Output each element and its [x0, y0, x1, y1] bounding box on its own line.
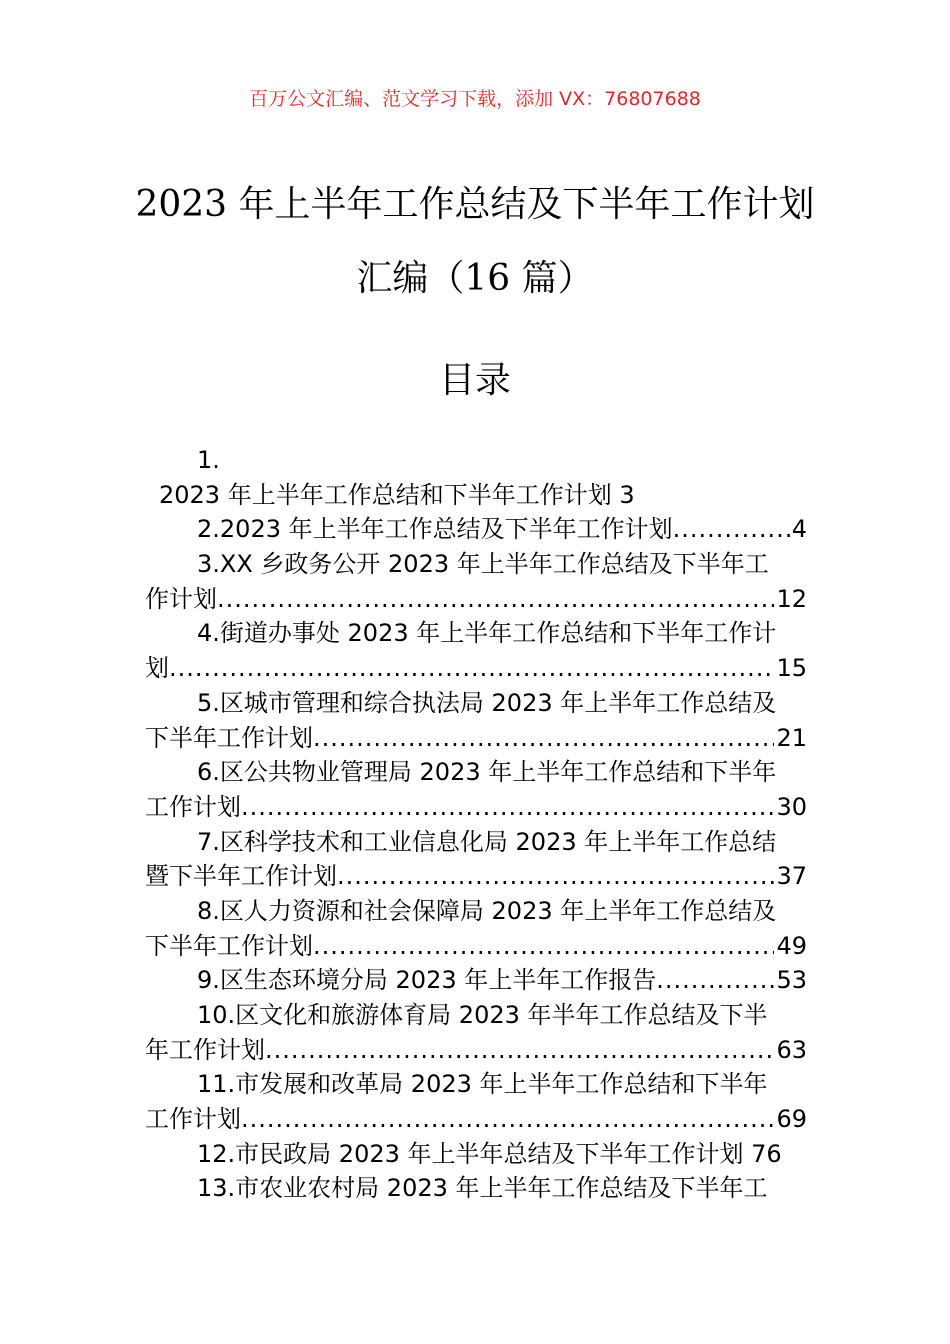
dot-leader	[673, 512, 790, 547]
page-number: 69	[776, 1105, 807, 1134]
watermark-note: 百万公文汇编、范文学习下载，添加 VX：76807688	[249, 88, 701, 110]
toc-entry-1-title[interactable]: 2023 年上半年工作总结和下半年工作计划 3	[159, 480, 635, 509]
page-number: 49	[776, 931, 807, 960]
toc-entry-1-number[interactable]: 1.	[197, 446, 220, 474]
table-of-contents	[145, 443, 807, 1206]
dot-leader	[169, 651, 774, 686]
document-title-line2: 汇编（16 篇）	[356, 258, 594, 299]
dot-leader	[337, 859, 774, 894]
dot-leader	[656, 963, 774, 998]
document-title-line1: 2023 年上半年工作总结及下半年工作计划	[135, 184, 815, 225]
toc-entry-10[interactable]: 10.区文化和旅游体育局 2023 年半年工作总结及下半	[197, 1001, 768, 1029]
page-number: 4	[791, 515, 807, 544]
toc-heading: 目录	[438, 360, 511, 401]
toc-entry-12[interactable]: 12.市民政局 2023 年上半年总结及下半年工作计划 76	[197, 1139, 782, 1168]
toc-entry-13[interactable]: 13.市农业农村局 2023 年上半年工作总结及下半年工	[197, 1174, 768, 1203]
toc-entry-6[interactable]: 6.区公共物业管理局 2023 年上半年工作总结和下半年	[197, 758, 777, 787]
page-number: 21	[776, 723, 807, 752]
toc-entry-3[interactable]: 3.XX 乡政务公开 2023 年上半年工作总结及下半年工	[197, 550, 769, 579]
page-number: 53	[776, 966, 807, 995]
toc-entry-8[interactable]: 8.区人力资源和社会保障局 2023 年上半年工作总结及	[197, 896, 777, 925]
toc-entry-7[interactable]: 7.区科学技术和工业信息化局 2023 年上半年工作总结	[197, 827, 777, 856]
toc-entry-8-cont[interactable]: 下半年工作计划 ..... 49	[145, 929, 807, 964]
toc-entry-5-cont[interactable]: 下半年工作计划 ..... 21	[145, 721, 807, 756]
dot-leader	[265, 1033, 774, 1068]
page-number: 30	[776, 792, 807, 821]
dot-leader	[313, 929, 774, 964]
toc-entry-4-cont[interactable]: 划 ..... 15	[145, 651, 807, 686]
page-number: 12	[776, 584, 807, 613]
dot-leader	[217, 582, 774, 617]
page-number: 15	[776, 654, 807, 683]
dot-leader	[313, 721, 774, 756]
toc-entry-4[interactable]: 4.街道办事处 2023 年上半年工作总结和下半年工作计	[197, 619, 777, 648]
toc-entry-6-cont[interactable]: 工作计划 ..... 30	[145, 790, 807, 825]
toc-entry-10-cont[interactable]: 年工作计划 ..... 63	[145, 1033, 807, 1068]
page-number: 37	[776, 862, 807, 891]
toc-entry-7-cont[interactable]: 暨下半年工作计划 ..... 37	[145, 859, 807, 894]
page-number: 63	[776, 1035, 807, 1064]
toc-entry-11[interactable]: 11.市发展和改革局 2023 年上半年工作总结和下半年	[197, 1070, 768, 1099]
toc-entry-11-cont[interactable]: 工作计划 ..... 69	[145, 1102, 807, 1137]
toc-entry-3-cont[interactable]: 作计划 ..... 12	[145, 582, 807, 617]
toc-entry-5[interactable]: 5.区城市管理和综合执法局 2023 年上半年工作总结及	[197, 688, 777, 717]
dot-leader	[241, 1102, 774, 1137]
toc-entry-2[interactable]: 2.2023 年上半年工作总结及下半年工作计划 ..... 4	[145, 512, 807, 547]
dot-leader	[241, 790, 774, 825]
toc-entry-9[interactable]: 9.区生态环境分局 2023 年上半年工作报告 ..... 53	[145, 963, 807, 998]
